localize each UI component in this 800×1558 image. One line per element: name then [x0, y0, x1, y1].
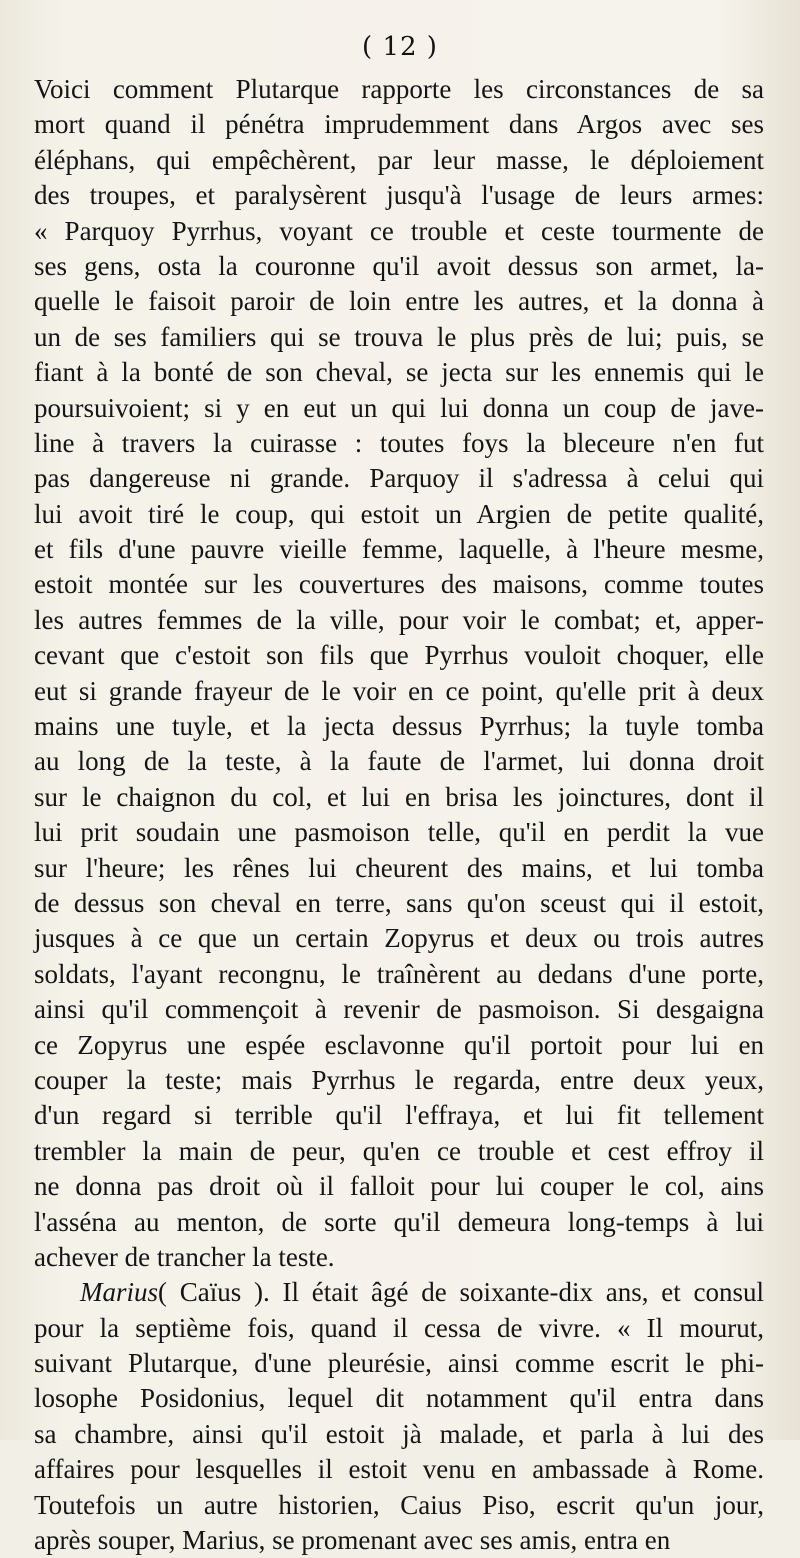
text-line: sur le chaignon du col, et lui en brisa les joinctures, dont il	[34, 781, 764, 812]
text-line: sa chambre, ainsi qu'il estoit jà malade, et parla à lui des	[34, 1418, 764, 1449]
marius-heading-line	[34, 1275, 764, 1310]
text-line: d'un regard si terrible qu'il l'effraya, et lui fit tellement	[34, 1100, 764, 1131]
text-line: ce Zopyrus une espée esclavonne qu'il portoit pour lui en	[34, 1029, 764, 1060]
text-line: estoit montée sur les couvertures des maisons, comme toutes	[34, 569, 764, 600]
text-line: ne donna pas droit où il falloit pour lui couper le col, ains	[34, 1171, 764, 1202]
paragraph-pyrrhus-death	[34, 72, 764, 1275]
text-line: lui avoit tiré le coup, qui estoit un Argien de petite qualité,	[34, 498, 764, 529]
text-line: poursuivoient; si y en eut un qui lui donna un coup de jave-	[34, 392, 764, 423]
text-line: Toutefois un autre historien, Caius Piso, escrit qu'un jour,	[34, 1489, 764, 1520]
marius-heading-text: . Il était âgé de soixante-dix ans, et consul	[263, 1277, 765, 1308]
text-line: sur l'heure; les rênes lui cheurent des mains, et lui tomba	[34, 852, 764, 883]
text-line: « Parquoy Pyrrhus, voyant ce trouble et ceste tourmente de	[34, 215, 764, 246]
text-line: quelle le faisoit paroir de loin entre les autres, et la donna à	[34, 286, 764, 317]
page-number: ( 12 )	[362, 32, 438, 62]
text-line: pour la septième fois, quand il cessa de vivre. « Il mourut,	[34, 1312, 764, 1343]
text-line: et fils d'une pauvre vieille femme, laquelle, à l'heure mesme,	[34, 534, 764, 565]
text-line: des troupes, et paralysèrent jusqu'à l'usage de leurs armes:	[34, 180, 764, 211]
text-line: les autres femmes de la ville, pour voir le combat; et, apper-	[34, 604, 764, 635]
text-line: lui prit soudain une pasmoison telle, qu'il en perdit la vue	[34, 817, 764, 848]
text-line: trembler la main de peur, qu'en ce trouble et cest effroy il	[34, 1135, 764, 1166]
text-line: au long de la teste, à la faute de l'armet, lui donna droit	[34, 746, 764, 777]
text-line: l'asséna au menton, de sorte qu'il demeura long-temps à lui	[34, 1206, 764, 1237]
text-line: suivant Plutarque, d'une pleurésie, ainsi comme escrit le phi-	[34, 1348, 764, 1379]
text-line: affaires pour lesquelles il estoit venu en ambassade à Rome.	[34, 1454, 764, 1485]
text-line: couper la teste; mais Pyrrhus le regarda, entre deux yeux,	[34, 1064, 764, 1095]
text-line: achever de trancher la teste.	[34, 1241, 335, 1272]
text-line: cevant que c'estoit son fils que Pyrrhus vouloit choquer, elle	[34, 640, 764, 671]
text-line: Voici comment Plutarque rapporte les circonstances de sa	[34, 74, 764, 104]
page-body	[34, 72, 764, 1558]
marius-first-name: ( Caïus )	[158, 1277, 264, 1308]
text-line: mains une tuyle, et la jecta dessus Pyrrhus; la tuyle tomba	[34, 711, 764, 742]
paragraph-marius	[34, 1275, 764, 1558]
marius-name: Marius	[80, 1277, 159, 1308]
text-line: pas dangereuse ni grande. Parquoy il s'adressa à celui qui	[34, 463, 764, 494]
text-line: losophe Posidonius, lequel dit notamment qu'il entra dans	[34, 1383, 764, 1414]
text-line: jusques à ce que un certain Zopyrus et deux ou trois autres	[34, 923, 764, 954]
text-line: eut si grande frayeur de le voir en ce point, qu'elle prit à deux	[34, 675, 764, 706]
text-line: ainsi qu'il commençoit à revenir de pasmoison. Si desgaigna	[34, 994, 764, 1025]
text-line: line à travers la cuirasse : toutes foys la bleceure n'en fut	[34, 427, 764, 458]
text-line: mort quand il pénétra imprudemment dans Argos avec ses	[34, 109, 764, 140]
text-line: soldats, l'ayant recongnu, le traînèrent au dedans d'une porte,	[34, 958, 764, 989]
text-line: fiant à la bonté de son cheval, se jecta sur les ennemis qui le	[34, 357, 764, 388]
text-line: de dessus son cheval en terre, sans qu'on sceust qui il estoit,	[34, 887, 764, 918]
text-line: après souper, Marius, se promenant avec ses amis, entra en	[34, 1525, 671, 1556]
text-line: ses gens, osta la couronne qu'il avoit dessus son armet, la-	[34, 250, 764, 281]
text-line: éléphans, qui empêchèrent, par leur masse, le déploiement	[34, 144, 764, 175]
text-line: un de ses familiers qui se trouva le plus près de lui; puis, se	[34, 321, 764, 352]
